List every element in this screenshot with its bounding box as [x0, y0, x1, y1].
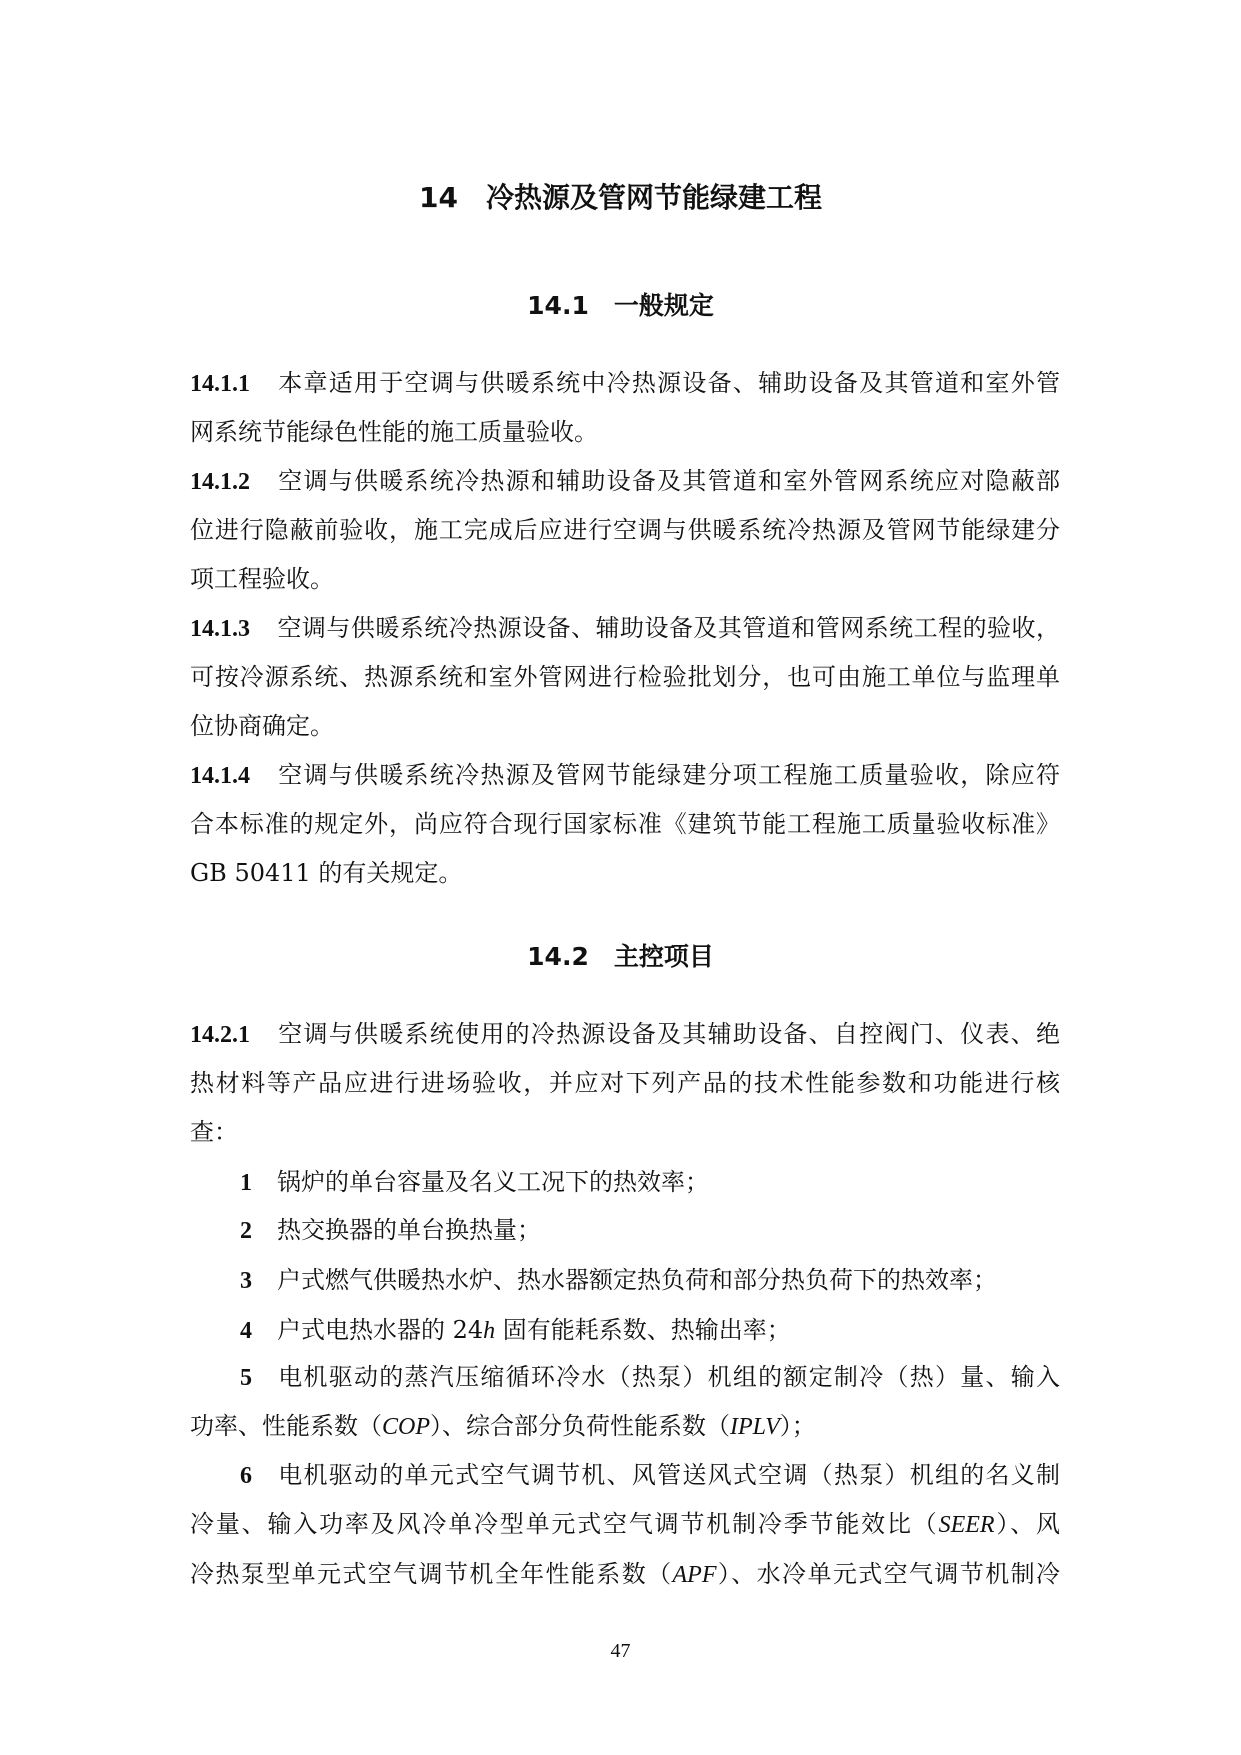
- item-text-italic: h: [483, 1318, 496, 1344]
- list-item: [240, 1315, 1060, 1346]
- clause-14-2-1: [190, 1019, 1060, 1050]
- clause-number: 14.1.1: [190, 371, 250, 397]
- clause-14-1-4: [190, 760, 1060, 791]
- item-text: 电机驱动的单元式空气调节机、风管送风式空调（热泵）机组的名义制: [277, 1461, 1060, 1489]
- text: ）；: [779, 1412, 816, 1440]
- clause-text: 热材料等产品应进行进场验收，并应对下列产品的技术性能参数和功能进行核: [190, 1069, 1060, 1097]
- item-number: 3: [240, 1268, 252, 1294]
- term-iplv: IPLV: [730, 1414, 780, 1440]
- term-seer: SEER: [938, 1512, 995, 1538]
- list-item: [240, 1460, 1060, 1491]
- clause-text: 位协商确定。: [190, 712, 334, 740]
- clause-text: 项工程验收。: [190, 565, 334, 593]
- clause-14-1-3: [190, 613, 1060, 644]
- item-number: 4: [240, 1318, 252, 1344]
- text: ）、风: [994, 1510, 1061, 1538]
- clause-text: 可按冷源系统、热源系统和室外管网进行检验批划分，也可由施工单位与监理单: [190, 663, 1060, 691]
- clause-text: 空调与供暖系统冷热源设备、辅助设备及其管道和管网系统工程的验收，: [277, 614, 1060, 642]
- item-text: 固有能耗系数、热输出率；: [495, 1316, 791, 1344]
- text: ）、水冷单元式空气调节机制冷: [716, 1560, 1061, 1588]
- clause-text: 位进行隐蔽前验收，施工完成后应进行空调与供暖系统冷热源及管网节能绿建分: [190, 516, 1060, 544]
- item-text: [190, 1509, 1060, 1540]
- clause-text: 查：: [190, 1118, 238, 1146]
- list-item: [240, 1215, 1060, 1246]
- item-number: 5: [240, 1365, 252, 1391]
- term-cop: COP: [382, 1414, 430, 1440]
- section-title: 14.1 一般规定: [527, 291, 714, 320]
- text: ）、综合部分负荷性能系数（: [430, 1412, 730, 1440]
- clause-14-1-2: [190, 466, 1060, 497]
- item-text: 电机驱动的蒸汽压缩循环冷水（热泵）机组的额定制冷（热）量、输入: [277, 1363, 1060, 1391]
- item-text: 户式电热水器的 24: [277, 1316, 484, 1344]
- clause-number: 14.1.4: [190, 763, 250, 789]
- chapter-title: 14 冷热源及管网节能绿建工程: [419, 181, 822, 214]
- item-text: 户式燃气供暖热水炉、热水器额定热负荷和部分热负荷下的热效率；: [277, 1266, 997, 1294]
- page-number: 47: [610, 1640, 631, 1662]
- clause-number: 14.1.2: [190, 469, 250, 495]
- clause-text: 网系统节能绿色性能的施工质量验收。: [190, 418, 598, 446]
- section-title: 14.2 主控项目: [527, 942, 714, 971]
- text: 冷热泵型单元式空气调节机全年性能系数（: [190, 1560, 673, 1588]
- list-item: [240, 1362, 1060, 1393]
- item-text: [190, 1411, 1060, 1442]
- clause-text: 本章适用于空调与供暖系统中冷热源设备、辅助设备及其管道和室外管: [277, 369, 1060, 397]
- clause-number: 14.2.1: [190, 1022, 250, 1048]
- clause-text: 空调与供暖系统冷热源及管网节能绿建分项工程施工质量验收，除应符: [277, 761, 1060, 789]
- item-text: [190, 1559, 1060, 1590]
- clause-text: GB 50411 的有关规定。: [190, 859, 463, 887]
- clause-text: 合本标准的规定外，尚应符合现行国家标准《建筑节能工程施工质量验收标准》: [190, 810, 1060, 838]
- clause-14-1-1: [190, 368, 1060, 399]
- item-text: 锅炉的单台容量及名义工况下的热效率；: [277, 1168, 709, 1196]
- text: 冷量、输入功率及风冷单冷型单元式空气调节机制冷季节能效比（: [190, 1510, 939, 1538]
- text: 功率、性能系数（: [190, 1412, 382, 1440]
- list-item: [240, 1167, 1060, 1198]
- clause-number: 14.1.3: [190, 616, 250, 642]
- clause-text: 空调与供暖系统使用的冷热源设备及其辅助设备、自控阀门、仪表、绝: [277, 1020, 1060, 1048]
- term-apf: APF: [672, 1562, 717, 1588]
- item-number: 2: [240, 1218, 252, 1244]
- item-number: 1: [240, 1170, 252, 1196]
- list-item: [240, 1265, 1060, 1296]
- item-text: 热交换器的单台换热量；: [277, 1216, 541, 1244]
- item-number: 6: [240, 1463, 252, 1489]
- clause-text: 空调与供暖系统冷热源和辅助设备及其管道和室外管网系统应对隐蔽部: [277, 467, 1060, 495]
